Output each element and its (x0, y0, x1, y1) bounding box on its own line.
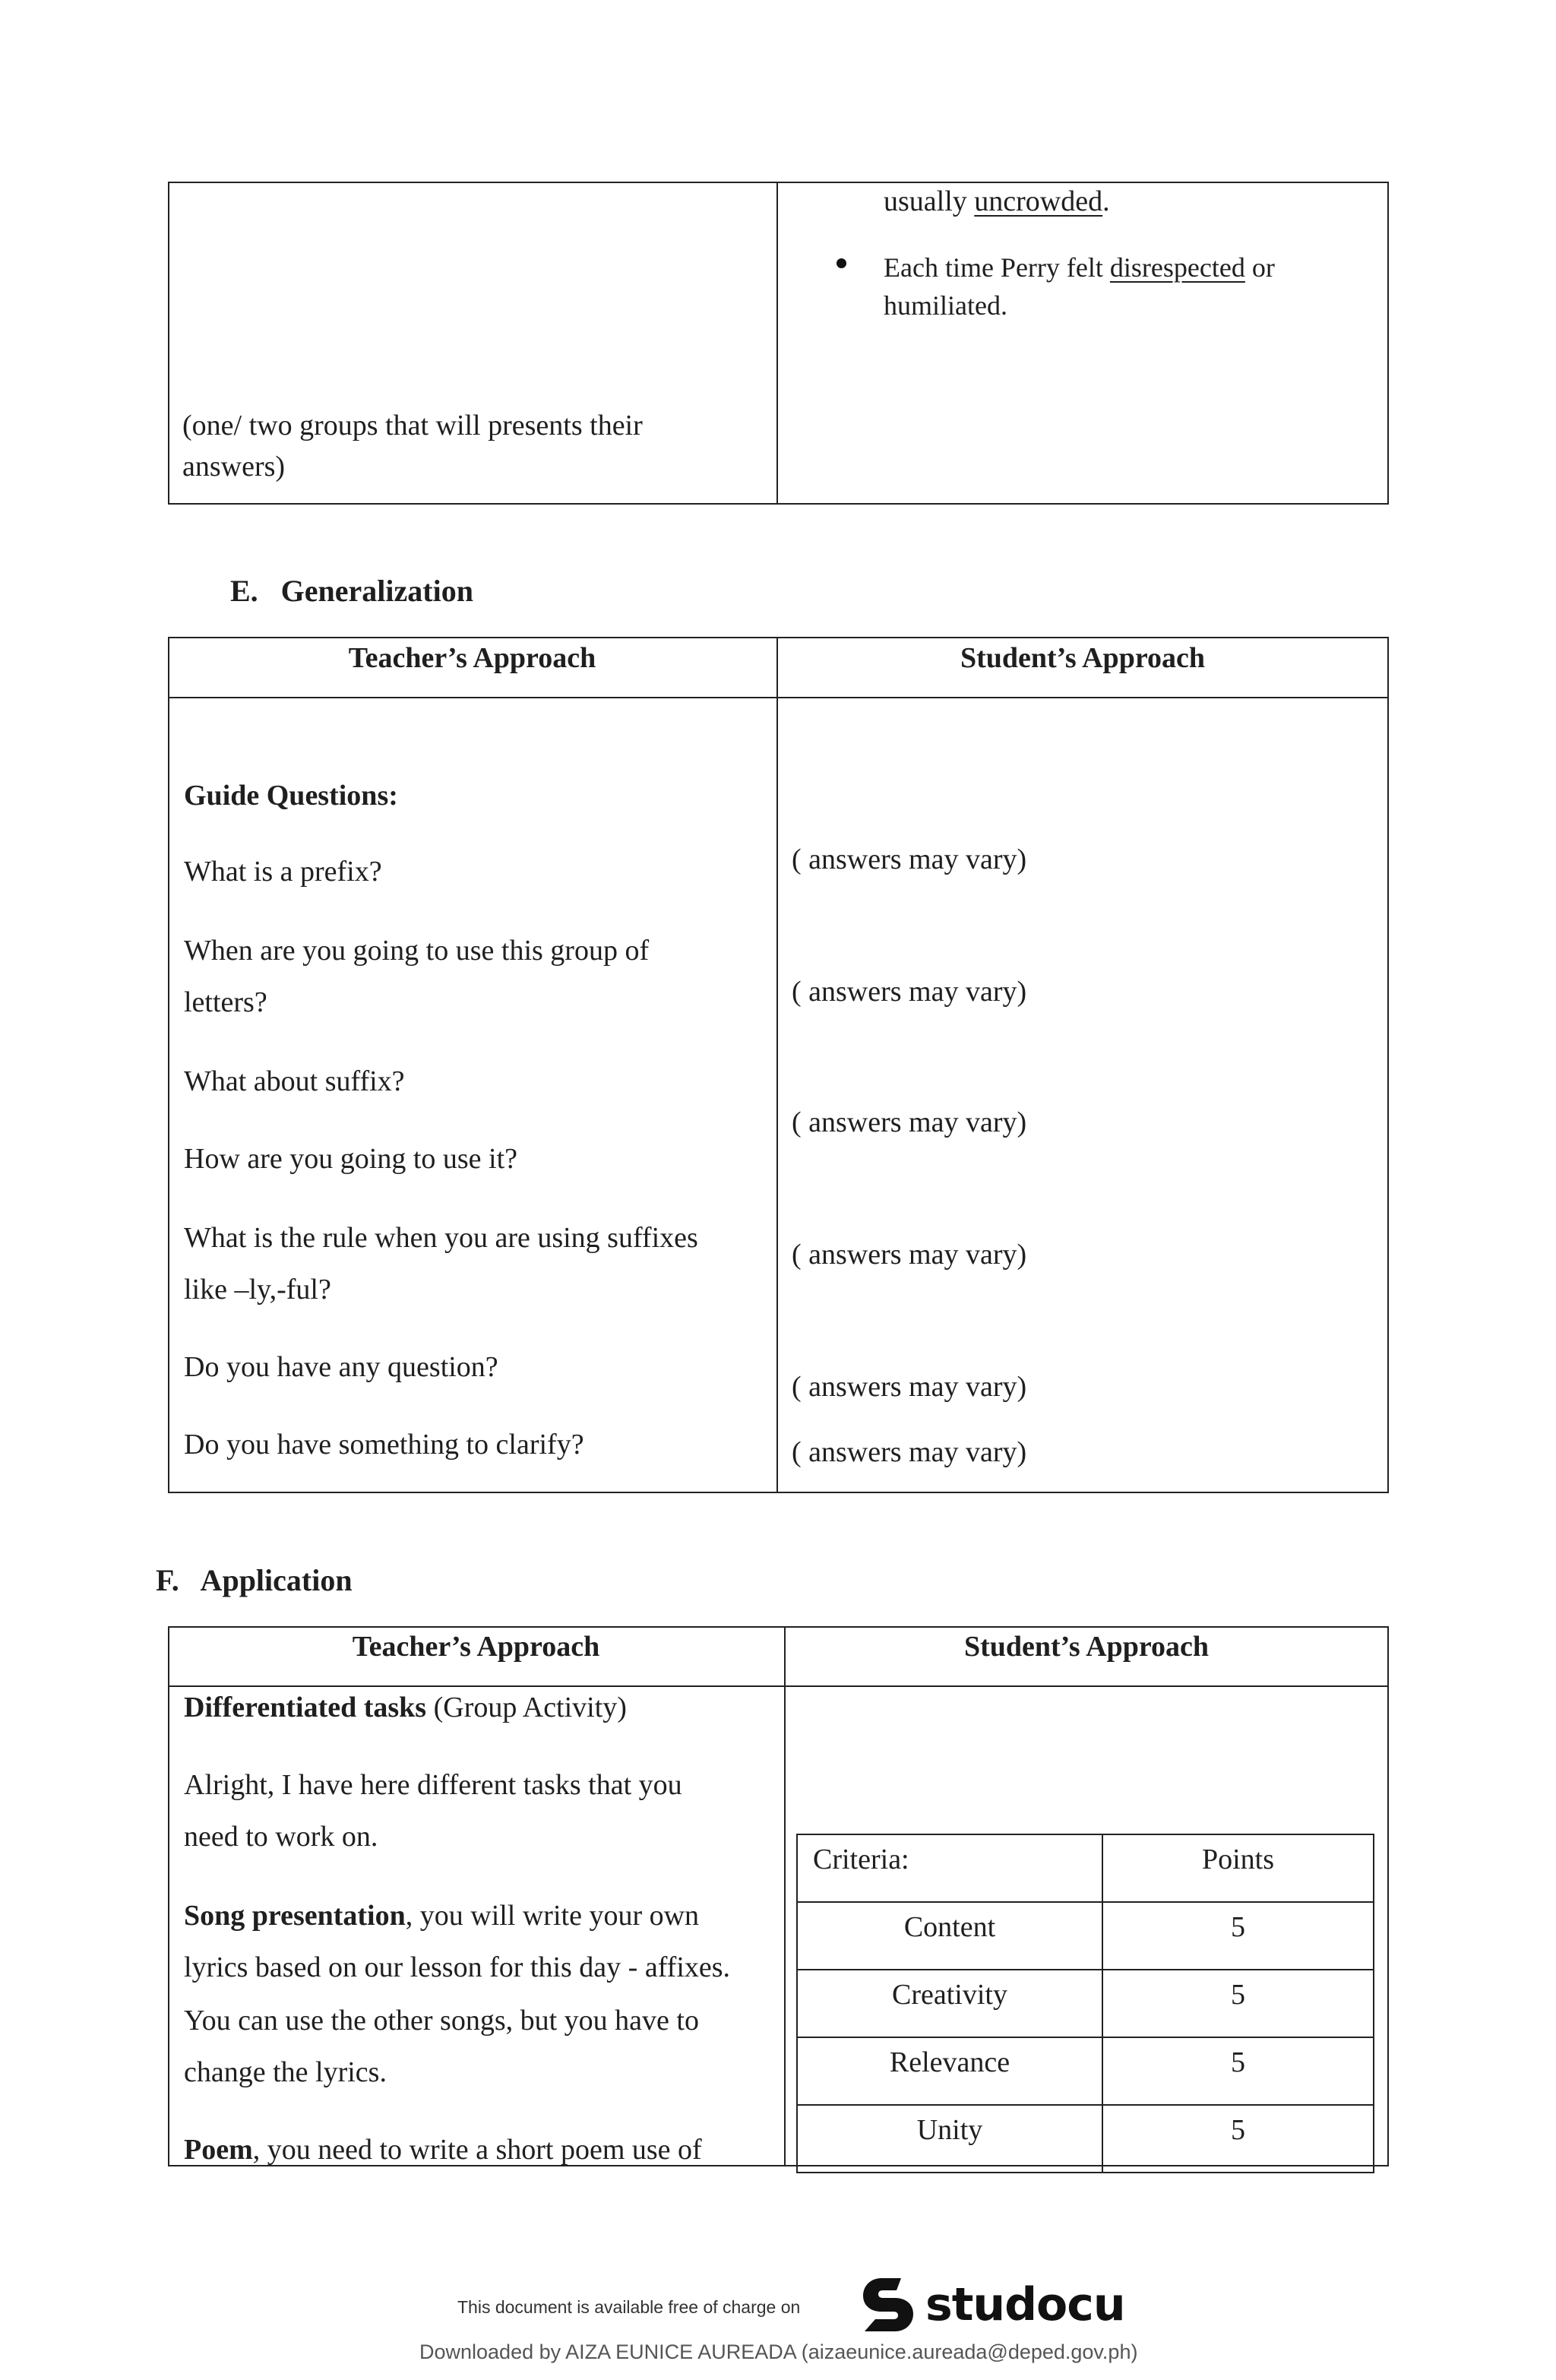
group-activity-text: (Group Activity) (426, 1692, 627, 1723)
criteria-name: Relevance (889, 2046, 1010, 2078)
bullet-text-prefix: Each time Perry felt (884, 252, 1110, 283)
bullet-dot (837, 258, 846, 268)
song-presentation-text: , you will write your own (405, 1900, 700, 1932)
criteria-name: Creativity (892, 1979, 1007, 2011)
bullet-text-suffix: or (1244, 252, 1275, 283)
generalization-divider (776, 637, 778, 1493)
criteria-header-text: Criteria: (813, 1844, 909, 1875)
question-clarify: Do you have something to clarify? (184, 1429, 584, 1461)
studocu-wordmark: studocu (925, 2278, 1125, 2331)
right-line-uncrowded (884, 187, 1110, 216)
answer-3: ( answers may vary) (792, 1106, 1027, 1138)
bullet-line-1 (884, 254, 1275, 281)
guide-questions-title: Guide Questions: (184, 780, 398, 812)
question-suffix: What about suffix? (184, 1065, 405, 1097)
table-row (797, 2105, 1374, 2173)
studocu-logo[interactable] (857, 2272, 1125, 2337)
header-student-approach-e: Student’s Approach (960, 642, 1206, 674)
criteria-points: 5 (1231, 2046, 1245, 2078)
criteria-name-cell (797, 2105, 1102, 2173)
criteria-points-cell (1102, 2037, 1374, 2105)
footer-available-text: This document is available free of charge on (457, 2297, 801, 2317)
question-rule-line-2: like –ly,-ful? (184, 1274, 331, 1306)
question-when-line-1: When are you going to use this group of (184, 935, 650, 967)
criteria-points: 5 (1231, 2114, 1245, 2146)
song-presentation-label: Song presentation (184, 1900, 406, 1932)
application-divider (784, 1626, 786, 2166)
answer-5: ( answers may vary) (792, 1371, 1027, 1403)
points-header-text: Points (1201, 1844, 1275, 1875)
footer-downloaded-text: Downloaded by AIZA EUNICE AUREADA (aizaeunice.aureada@deped.gov.ph) (419, 2340, 1138, 2363)
header-teacher-approach-f: Teacher’s Approach (352, 1631, 600, 1663)
application-header-rule (168, 1685, 1389, 1687)
criteria-points-cell (1102, 1970, 1374, 2037)
question-when-line-2: letters? (184, 986, 267, 1018)
poem-label: Poem (184, 2134, 253, 2166)
underlined-word-disrespected: disrespected (1109, 252, 1245, 283)
criteria-points: 5 (1231, 1911, 1245, 1943)
text-usually: usually (884, 185, 975, 217)
criteria-points-cell (1102, 1902, 1374, 1970)
differentiated-tasks-line (184, 1693, 627, 1722)
header-teacher-approach-e: Teacher’s Approach (348, 642, 596, 674)
criteria-table (796, 1834, 1374, 2173)
section-f-heading: F. Application (156, 1563, 353, 1597)
answer-4: ( answers may vary) (792, 1239, 1027, 1271)
tasks-intro-line-2: need to work on. (184, 1821, 378, 1853)
criteria-name-cell (797, 2037, 1102, 2105)
question-prefix: What is a prefix? (184, 856, 382, 888)
criteria-header-row (797, 1834, 1374, 1902)
criteria-name: Content (903, 1911, 996, 1943)
table-row (797, 2037, 1374, 2105)
question-how: How are you going to use it? (184, 1143, 518, 1175)
answer-6: ( answers may vary) (792, 1436, 1027, 1468)
criteria-name: Unity (916, 2114, 983, 2146)
period: . (1102, 185, 1110, 217)
criteria-points: 5 (1231, 1979, 1245, 2011)
song-line-4: change the lyrics. (184, 2056, 387, 2088)
underlined-word-uncrowded: uncrowded (974, 185, 1103, 217)
left-note-line-2: answers) (182, 451, 286, 483)
table-row (797, 1902, 1374, 1970)
criteria-header-cell (797, 1834, 1102, 1902)
studocu-logo-icon (857, 2274, 919, 2336)
song-line-3: You can use the other songs, but you have to (184, 2005, 699, 2037)
criteria-name-cell (797, 1902, 1102, 1970)
header-student-approach-f: Student’s Approach (963, 1631, 1210, 1663)
song-line-2: lyrics based on our lesson for this day - affixes. (184, 1951, 731, 1983)
question-any: Do you have any question? (184, 1351, 498, 1383)
bullet-line-2: humiliated. (884, 290, 1007, 321)
criteria-points-cell (1102, 2105, 1374, 2173)
song-presentation-line (184, 1901, 699, 1930)
top-table (168, 182, 1389, 505)
answer-2: ( answers may vary) (792, 976, 1027, 1008)
points-header-cell (1102, 1834, 1374, 1902)
section-e-heading: E. Generalization (230, 574, 473, 608)
table-row (797, 1970, 1374, 2037)
poem-line (184, 2135, 702, 2164)
question-rule-line-1: What is the rule when you are using suffixes (184, 1222, 698, 1254)
differentiated-tasks-label: Differentiated tasks (184, 1692, 427, 1723)
poem-text: , you need to write a short poem use of (252, 2134, 702, 2166)
answer-1: ( answers may vary) (792, 843, 1027, 875)
left-note-line-1: (one/ two groups that will presents their (182, 410, 643, 442)
tasks-intro-line-1: Alright, I have here different tasks that you (184, 1769, 682, 1801)
criteria-name-cell (797, 1970, 1102, 2037)
generalization-header-rule (168, 697, 1389, 698)
top-table-divider (776, 182, 778, 505)
